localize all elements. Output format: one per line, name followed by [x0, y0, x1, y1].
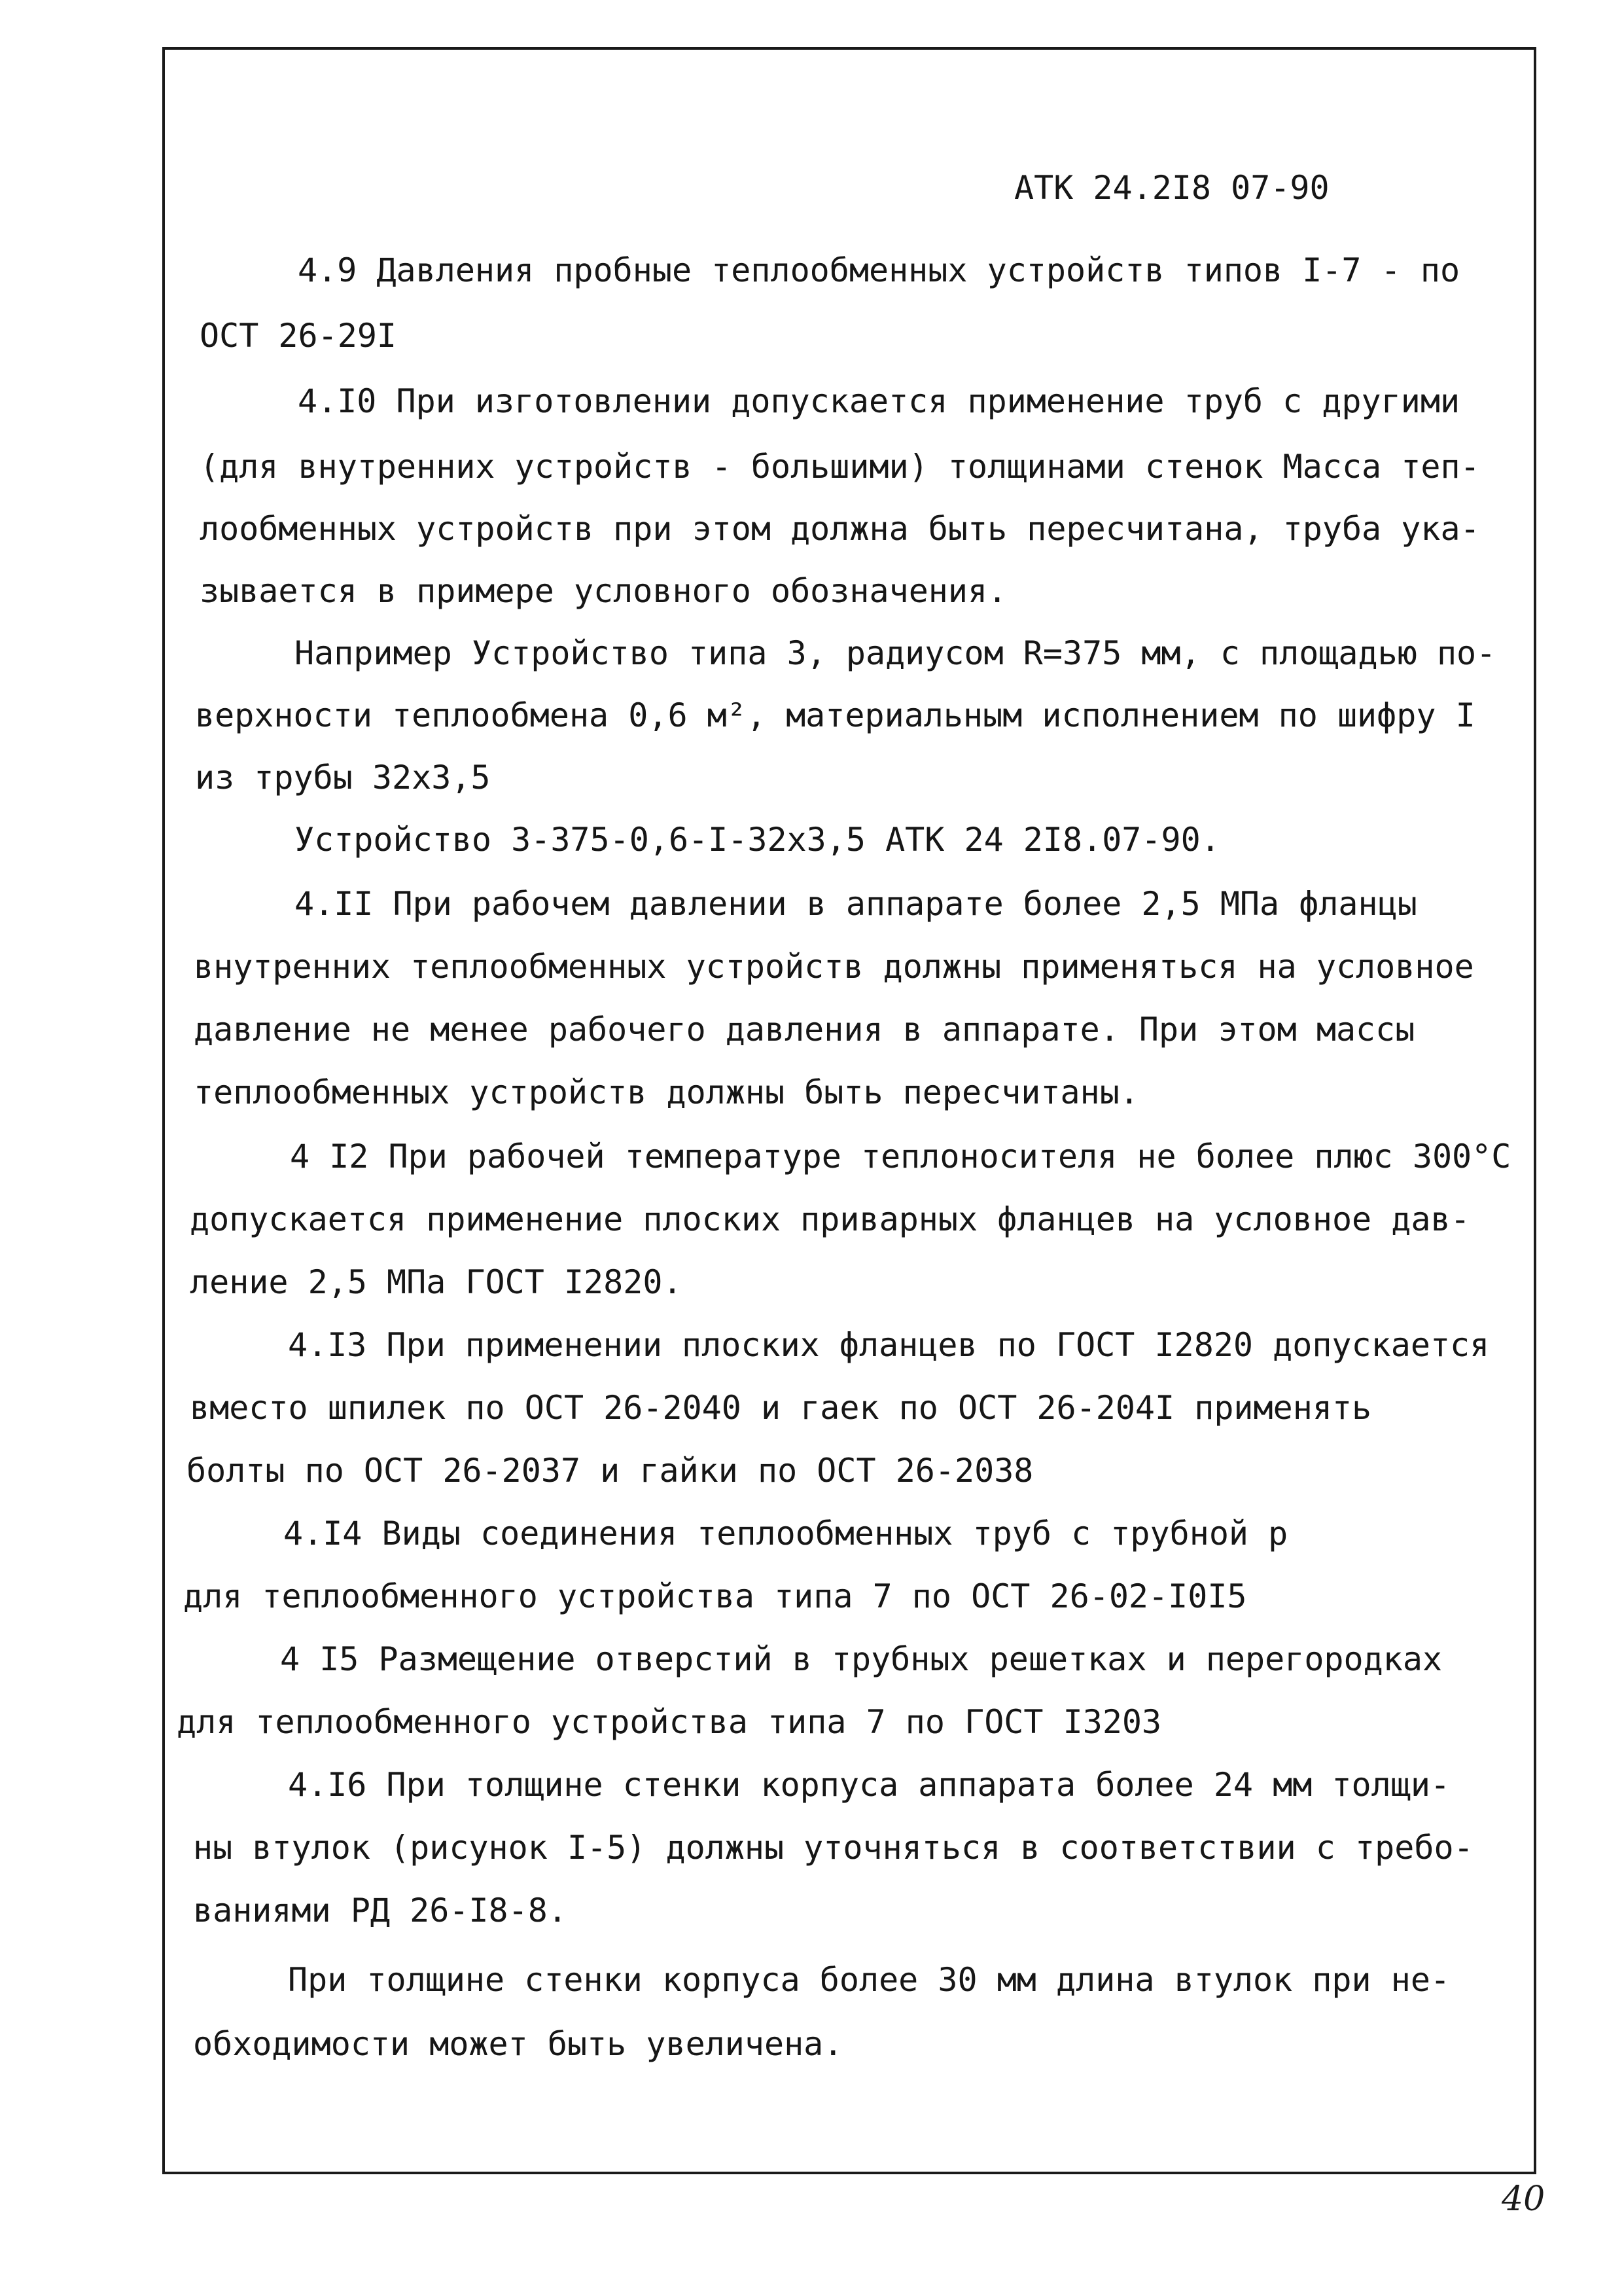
text-line: допускается применение плоских приварных фланцев на условное дав- [190, 1200, 1470, 1238]
page-number: 40 [1502, 2179, 1545, 2219]
text-line: обходимости может быть увеличена. [193, 2025, 843, 2063]
document-code: АТК 24.2I8 07-90 [1014, 169, 1330, 207]
text-line: (для внутренних устройств - большими) толщинами стенок Масса теп- [200, 448, 1480, 486]
text-line: 4.I0 При изготовлении допускается применение труб с другими [298, 382, 1460, 420]
text-line: для теплообменного устройства типа 7 по ОСТ 26-02-I0I5 [183, 1577, 1247, 1615]
text-line: ны втулок (рисунок I-5) должны уточняться в соответствии с требо- [193, 1829, 1474, 1867]
text-line: ОСТ 26-29I [200, 317, 397, 355]
text-line: из трубы 32x3,5 [195, 759, 491, 797]
text-line: зывается в примере условного обозначения. [200, 572, 1008, 610]
text-line: 4.II При рабочем давлении в аппарате более 2,5 МПа фланцы [294, 885, 1417, 923]
text-line: Устройство 3-375-0,6-I-32x3,5 АТК 24 2I8.07-90. [294, 821, 1220, 859]
text-line: 4 I2 При рабочей температуре теплоносителя не более плюс 300°С [290, 1138, 1511, 1175]
text-line: для теплообменного устройства типа 7 по ГОСТ I3203 [177, 1703, 1162, 1741]
text-line: При толщине стенки корпуса более 30 мм длина втулок при не- [288, 1961, 1451, 1999]
text-line: болты по ОСТ 26-2037 и гайки по ОСТ 26-2038 [186, 1452, 1034, 1490]
text-line: 4 I5 Размещение отверстий в трубных решетках и перегородках [280, 1640, 1443, 1678]
text-line: ление 2,5 МПа ГОСТ I2820. [190, 1263, 682, 1301]
text-line: 4.I3 При применении плоских фланцев по ГОСТ I2820 допускается [288, 1326, 1490, 1364]
text-line: вместо шпилек по ОСТ 26-2040 и гаек по ОСТ 26-204I применять [190, 1389, 1372, 1427]
text-line: 4.9 Давления пробные теплообменных устройств типов I-7 - по [298, 251, 1460, 289]
text-line: ваниями РД 26-I8-8. [193, 1892, 567, 1929]
text-line: лообменных устройств при этом должна быть пересчитана, труба ука- [200, 510, 1480, 548]
text-line: давление не менее рабочего давления в аппарате. При этом массы [194, 1011, 1415, 1049]
text-line: верхности теплообмена 0,6 м², материальным исполнением по шифру I [195, 696, 1475, 734]
text-line: Например Устройство типа 3, радиусом R=375 мм, с площадью по- [294, 634, 1496, 672]
text-line: внутренних теплообменных устройств должны применяться на условное [194, 948, 1474, 986]
text-line: 4.I6 При толщине стенки корпуса аппарата более 24 мм толщи- [288, 1766, 1451, 1804]
text-line: теплообменных устройств должны быть пересчитаны. [194, 1073, 1139, 1111]
text-line: 4.I4 Виды соединения теплообменных труб с трубной р [283, 1515, 1288, 1552]
